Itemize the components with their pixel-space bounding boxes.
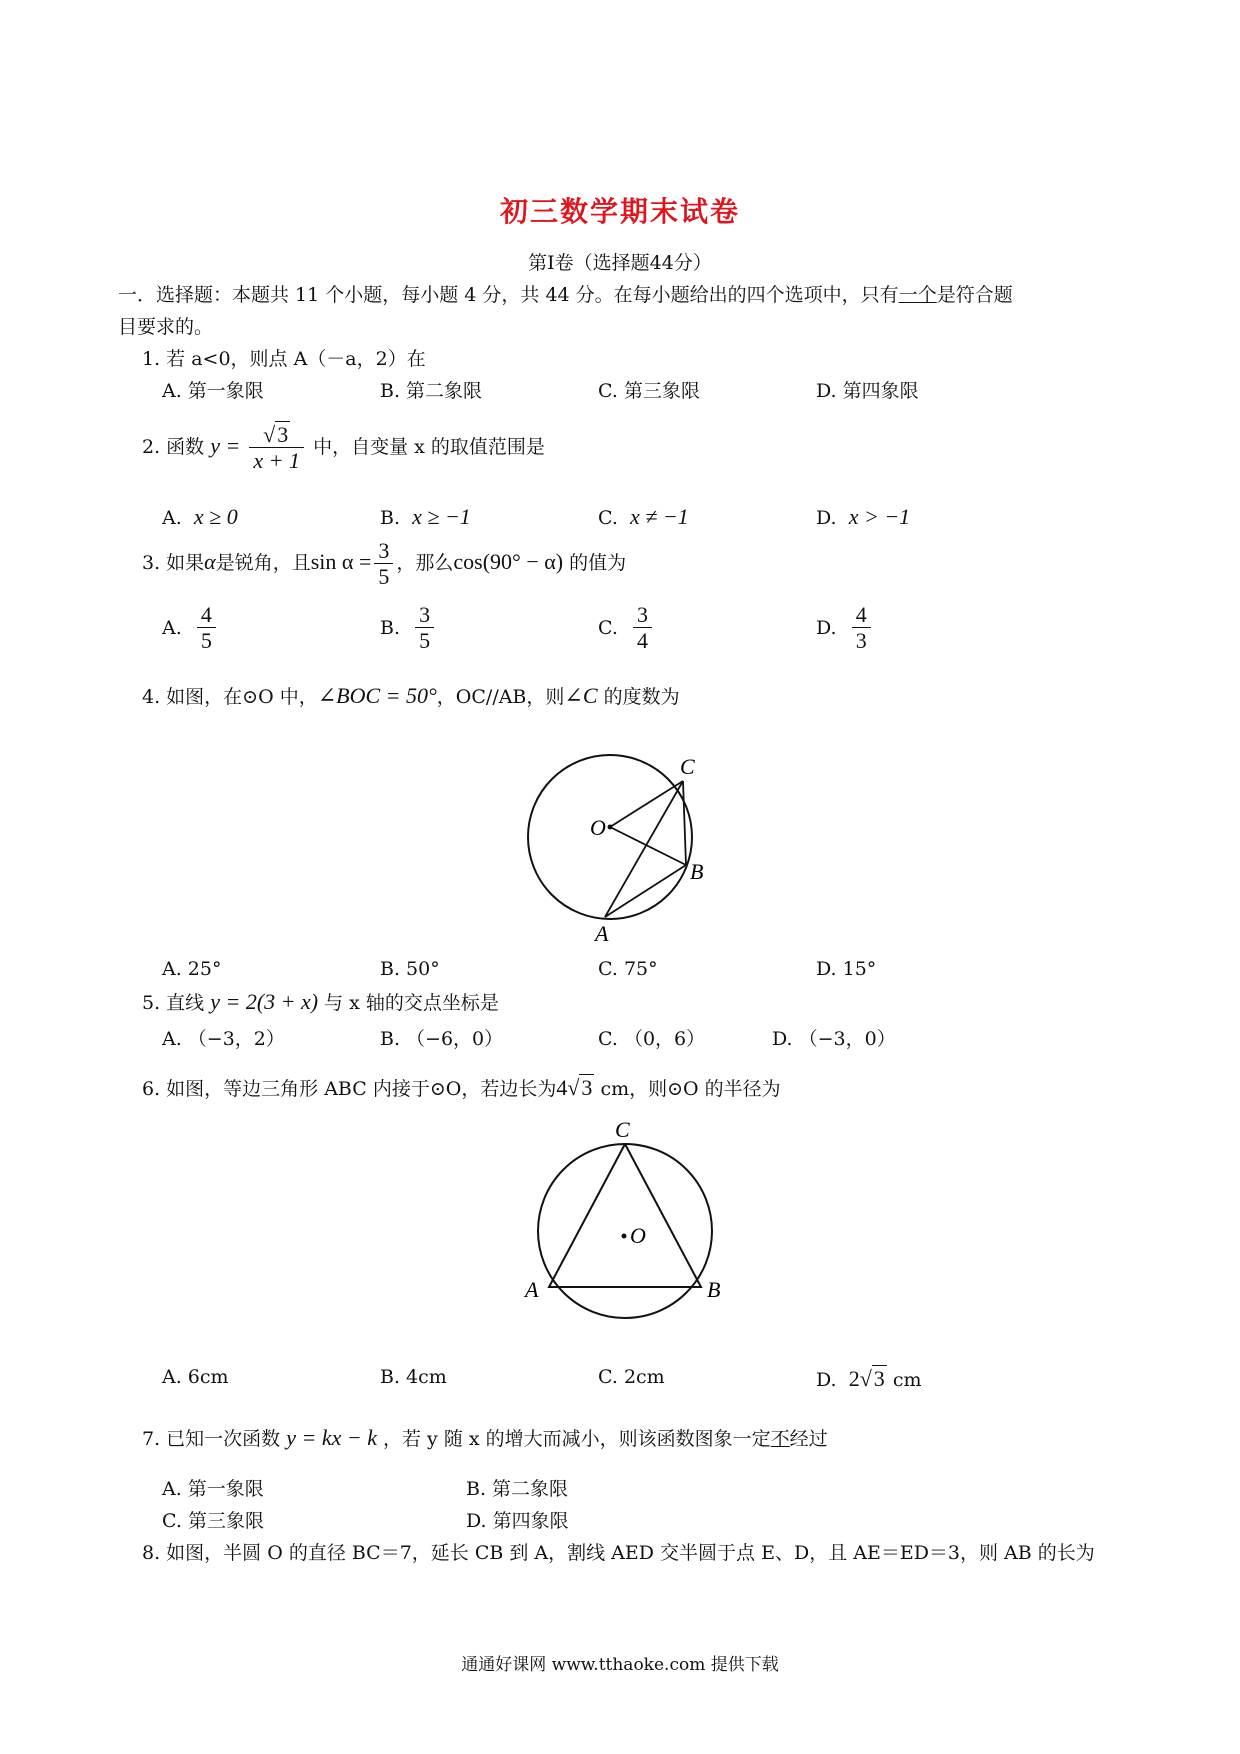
q4-circle-figure bbox=[520, 745, 720, 945]
q6-option-d: D. 2√3 cm bbox=[816, 1366, 922, 1391]
page-footer: 通通好课网 www.tthaoke.com 提供下载 bbox=[461, 1655, 779, 1675]
q3-fraction: $\frac{3}{5}$ bbox=[374, 538, 393, 590]
q6-unit: cm bbox=[600, 1078, 630, 1100]
q7-underlined: 不 bbox=[770, 1428, 790, 1450]
q3-option-c: C. $\frac{3}{4}$ bbox=[598, 602, 655, 654]
q2-denominator: x + 1 bbox=[253, 448, 301, 474]
q4-angle-boc: ∠BOC = 50° bbox=[317, 683, 437, 708]
q7-option-a: A. 第一象限 bbox=[162, 1478, 264, 1500]
label-o: O bbox=[590, 815, 606, 840]
q3-option-a: A. $\frac{4}{5}$ bbox=[162, 602, 219, 654]
segment-ca bbox=[605, 781, 683, 917]
q3-stem: 3. 如果α是锐角，且sin α = $\frac{3}{5}$ ，那么cos(90° − α) 的值为 bbox=[142, 538, 627, 590]
center-point-o bbox=[622, 1234, 627, 1239]
label-a: A bbox=[525, 1277, 539, 1302]
q7-option-b: B. 第二象限 bbox=[466, 1478, 569, 1500]
q4-option-b: B. 50° bbox=[380, 958, 440, 980]
q1-option-b: B. 第二象限 bbox=[380, 380, 483, 402]
q4-option-d: D. 15° bbox=[816, 958, 877, 980]
q2-tail: 中，自变量 x 的取值范围是 bbox=[313, 435, 545, 458]
q7-option-d: D. 第四象限 bbox=[466, 1510, 569, 1532]
q2-radicand: 3 bbox=[277, 422, 289, 447]
q4-angle-c: ∠C bbox=[564, 683, 598, 708]
segment-ob bbox=[610, 827, 686, 865]
triangle-abc bbox=[549, 1144, 701, 1287]
q5-option-b: B. （−6，0） bbox=[380, 1028, 504, 1050]
q2-option-a: A. x ≥ 0 bbox=[162, 504, 238, 529]
q2-y: y = bbox=[210, 432, 241, 458]
sqrt-symbol: √3 bbox=[859, 1366, 885, 1391]
q6-stem: 6. 如图，等边三角形 ABC 内接于⊙O，若边长为4√3 cm，则⊙O 的半径为 bbox=[142, 1075, 781, 1100]
label-c: C bbox=[615, 1117, 630, 1142]
q5-expression: y = 2(3 + x) bbox=[210, 989, 319, 1014]
section-instruction-line2: 目要求的。 bbox=[118, 316, 214, 338]
instruction-underlined: 一个 bbox=[898, 284, 937, 306]
q3-sin-expr: sin α = bbox=[310, 548, 372, 574]
q5-stem: 5. 直线 y = 2(3 + x) 与 x 轴的交点坐标是 bbox=[142, 989, 499, 1014]
q2-label: 2. 函数 bbox=[142, 435, 205, 458]
q3-cos-expr: cos(90° − α) bbox=[453, 548, 564, 574]
q4-option-c: C. 75° bbox=[598, 958, 658, 980]
q8-stem: 8. 如图，半圆 O 的直径 BC＝7，延长 CB 到 A，割线 AED 交半圆于点 E、D，且 AE＝ED＝3，则 AB 的长为 bbox=[142, 1542, 1095, 1564]
segment-ab bbox=[605, 865, 686, 917]
q6-radicand: 3 bbox=[581, 1075, 593, 1100]
q3-option-b: B. $\frac{3}{5}$ bbox=[380, 602, 437, 654]
q6-option-a: A. 6cm bbox=[162, 1366, 229, 1388]
q1-option-d: D. 第四象限 bbox=[816, 380, 919, 402]
q7-expression: y = kx − k bbox=[286, 1425, 377, 1450]
alpha-symbol: α bbox=[204, 548, 216, 574]
sqrt-symbol: √3 bbox=[263, 422, 289, 447]
q2-option-c: C. x ≠ −1 bbox=[598, 504, 689, 529]
instruction-text-b: 是符合题 bbox=[936, 284, 1013, 306]
q5-option-d: D. （−3，0） bbox=[772, 1028, 896, 1050]
q5-option-a: A. （−3，2） bbox=[162, 1028, 285, 1050]
label-a: A bbox=[595, 921, 609, 945]
q1-option-a: A. 第一象限 bbox=[162, 380, 264, 402]
circle-o bbox=[528, 755, 692, 919]
q3-option-d: D. $\frac{4}{3}$ bbox=[816, 602, 874, 654]
q2-stem bbox=[142, 422, 545, 474]
segment-oc bbox=[610, 781, 683, 827]
segment-cb bbox=[683, 781, 686, 865]
page-title: 初三数学期末试卷 bbox=[499, 195, 740, 228]
label-b: B bbox=[690, 859, 704, 884]
sqrt-symbol: √3 bbox=[567, 1075, 593, 1100]
q1-stem: 1. 若 a<0，则点 A（－a，2）在 bbox=[142, 348, 426, 370]
q4-stem: 4. 如图，在⊙O 中，∠BOC = 50°，OC//AB，则∠C 的度数为 bbox=[142, 683, 680, 708]
q7-stem: 7. 已知一次函数 y = kx − k ，若 y 随 x 的增大而减小，则该函数图象一定不经过 bbox=[142, 1425, 828, 1450]
q5-option-c: C. （0，6） bbox=[598, 1028, 706, 1050]
instruction-text-a: 一．选择题：本题共 11 个小题，每小题 4 分，共 44 分。在每小题给出的四个选项中，只有 bbox=[118, 284, 899, 306]
q6-coefficient: 4 bbox=[556, 1075, 568, 1100]
label-b: B bbox=[707, 1277, 721, 1302]
q7-option-c: C. 第三象限 bbox=[162, 1510, 264, 1532]
circle-o bbox=[538, 1144, 712, 1318]
label-c: C bbox=[680, 754, 695, 779]
q1-option-c: C. 第三象限 bbox=[598, 380, 700, 402]
q6-option-b: B. 4cm bbox=[380, 1366, 447, 1388]
q2-option-d: D. x > −1 bbox=[816, 504, 911, 529]
q6-circle-figure bbox=[515, 1115, 730, 1330]
q2-fraction bbox=[249, 422, 304, 474]
label-o: O bbox=[630, 1223, 646, 1248]
part-heading: 第Ⅰ卷（选择题44分） bbox=[528, 252, 712, 274]
q6-option-c: C. 2cm bbox=[598, 1366, 665, 1388]
q2-option-b: B. x ≥ −1 bbox=[380, 504, 471, 529]
q4-option-a: A. 25° bbox=[162, 958, 222, 980]
section-instruction bbox=[118, 280, 1013, 307]
